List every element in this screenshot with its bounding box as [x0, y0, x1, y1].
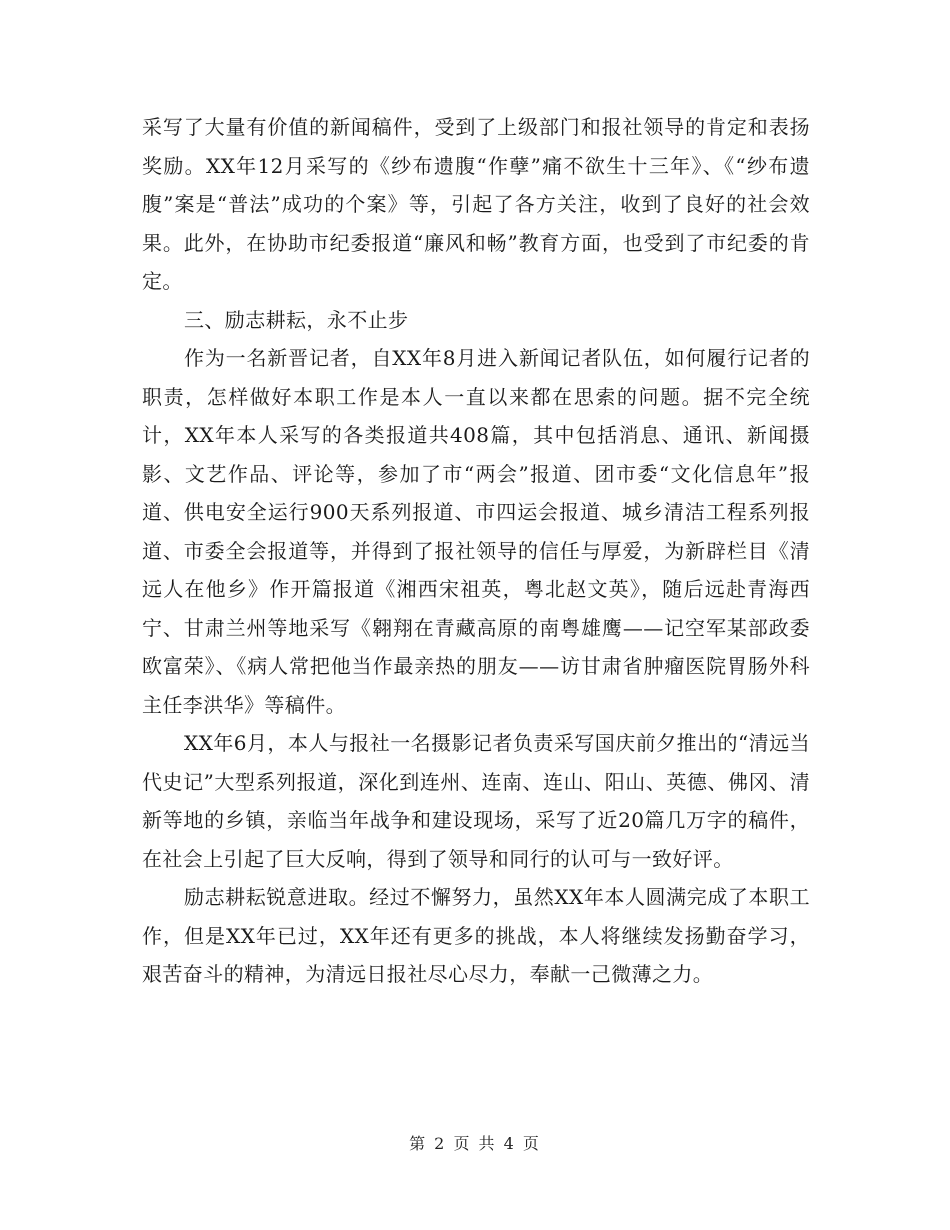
paragraph-new-reporter: 作为一名新晋记者，自XX年8月进入新闻记者队伍，如何履行记者的职责，怎样做好本职工作是本人一直以来都在思索的问题。据不完全统计，XX年本人采写的各类报道共408篇，其中包括消息、通讯、新闻摄影、文艺作品、评论等，参加了市“两会”报道、团市委“文化信息年”报道、供电安全运行900天系列报道、市四运会报道、城乡清洁工程系列报道、市委全会报道等，并得到了报社领导的信任与厚爱，为新辟栏目《清远人在他乡》作开篇报道《湘西宋祖英，粤北赵文英》，随后远赴青海西宁、甘肃兰州等地采写《翱翔在青藏高原的南粤雄鹰——记空军某部政委欧富荣》、《病人常把他当作最亲热的朋友——访甘肃省肿瘤医院胃肠外科主任李洪华》等稿件。	[142, 346, 810, 717]
paragraph-achievements: 采写了大量有价值的新闻稿件，受到了上级部门和报社领导的肯定和表扬奖励。XX年12月采写的《纱布遗腹“作孽”痛不欲生十三年》、《“纱布遗腹”案是“普法”成功的个案》等，引起了各方关注，收到了良好的社会效果。此外，在协助市纪委报道“廉风和畅”教育方面，也受到了市纪委的肯定。	[142, 115, 810, 293]
paragraph-series-report: XX年6月，本人与报社一名摄影记者负责采写国庆前夕推出的“清远当代史记”大型系列报道，深化到连州、连南、连山、阳山、英德、佛冈、清新等地的乡镇，亲临当年战争和建设现场，采写了近20篇几万字的稿件，在社会上引起了巨大反响，得到了领导和同行的认可与一致好评。	[142, 731, 810, 871]
section-heading-3: 三、励志耕耘，永不止步	[184, 307, 409, 332]
document-body	[142, 108, 810, 994]
page-footer	[0, 1131, 950, 1154]
page-number-label: 第 2 页 共 4 页	[409, 1134, 541, 1153]
paragraph-conclusion: 励志耕耘锐意进取。经过不懈努力，虽然XX年本人圆满完成了本职工作，但是XX年已过，XX年还有更多的挑战，本人将继续发扬勤奋学习，艰苦奋斗的精神，为清远日报社尽心尽力，奉献一己微薄之力。	[142, 885, 810, 986]
